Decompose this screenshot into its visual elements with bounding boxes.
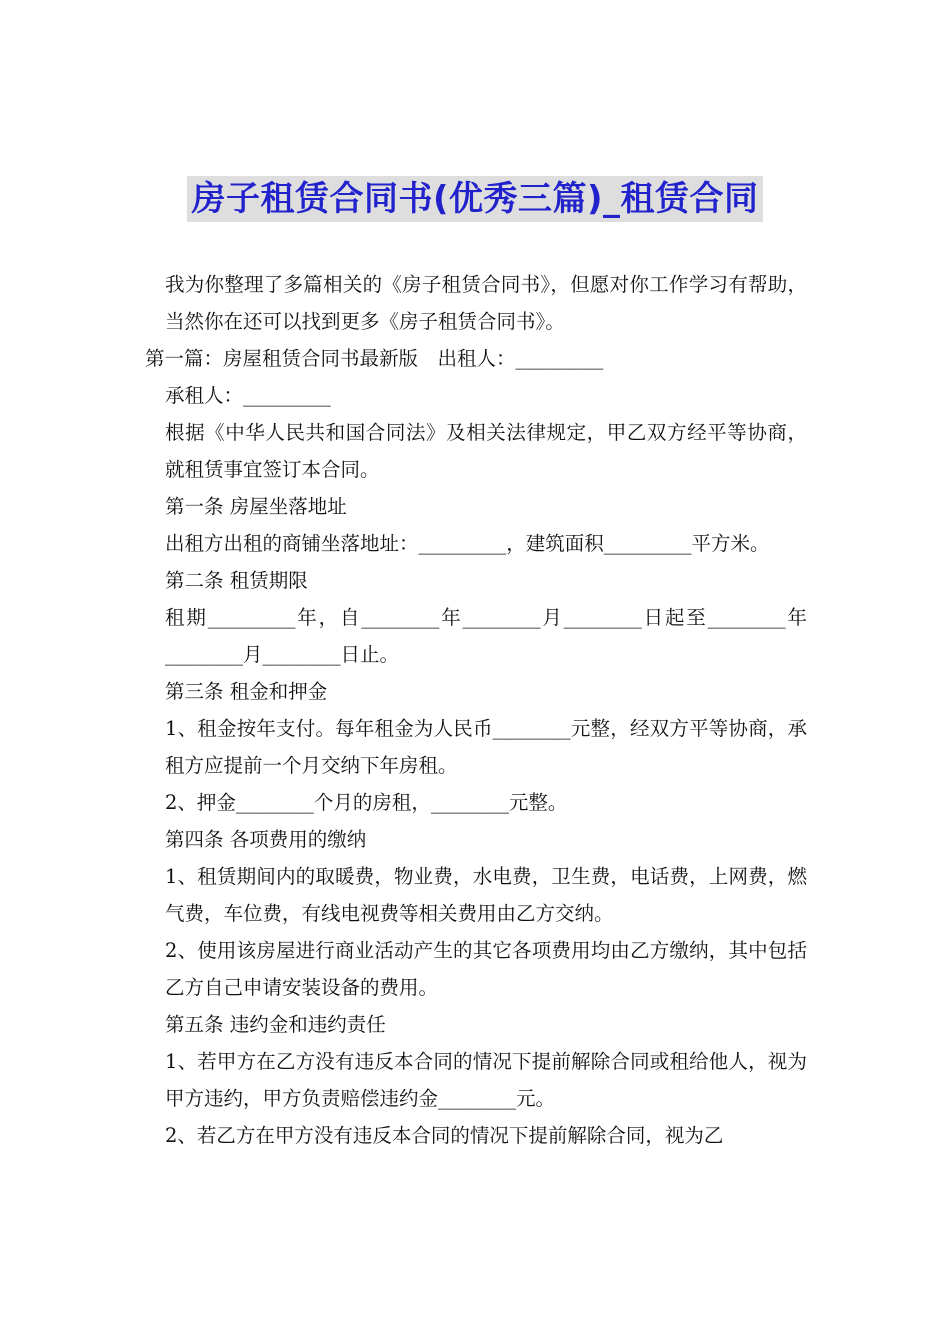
paragraph: 2、使用该房屋进行商业活动产生的其它各项费用均由乙方缴纳，其中包括乙方自己申请安装设备的费用。 (165, 939, 807, 999)
paragraph: 1、若甲方在乙方没有违反本合同的情况下提前解除合同或租给他人，视为甲方违约，甲方负责赔偿违约金________元。 (165, 1050, 807, 1110)
paragraph: 第一篇：房屋租赁合同书最新版 出租人：_________ (145, 347, 604, 370)
paragraph: 1、租赁期间内的取暖费，物业费，水电费，卫生费，电话费，上网费，燃气费，车位费，有线电视费等相关费用由乙方交纳。 (165, 865, 807, 925)
paragraph: 第二条 租赁期限 (165, 569, 308, 592)
paragraph: 根据《中华人民共和国合同法》及相关法律规定，甲乙双方经平等协商，就租赁事宜签订本合同。 (165, 421, 807, 481)
paragraph: 我为你整理了多篇相关的《房子租赁合同书》，但愿对你工作学习有帮助，当然你在还可以找到更多《房子租赁合同书》。 (165, 273, 807, 333)
title-container (0, 176, 950, 222)
paragraph: 第一条 房屋坐落地址 (165, 495, 347, 518)
document-title: 房子租赁合同书(优秀三篇)_租赁合同 (187, 176, 762, 222)
paragraph: 出租方出租的商铺坐落地址：_________，建筑面积_________平方米。 (165, 532, 770, 555)
paragraph: 2、押金________个月的房租，________元整。 (165, 791, 568, 814)
paragraph: 承租人：_________ (165, 384, 331, 407)
paragraph: 第五条 违约金和违约责任 (165, 1013, 386, 1036)
paragraph: 1、租金按年支付。每年租金为人民币________元整，经双方平等协商，承租方应提前一个月交纳下年房租。 (165, 717, 807, 777)
paragraph: 第三条 租金和押金 (165, 680, 328, 703)
document-body (145, 266, 807, 1154)
paragraph: 第四条 各项费用的缴纳 (165, 828, 367, 851)
paragraph: 2、若乙方在甲方没有违反本合同的情况下提前解除合同，视为乙 (165, 1124, 724, 1147)
paragraph: 租期_________年，自________年________月________日起至________年________月________日止。 (165, 606, 807, 666)
